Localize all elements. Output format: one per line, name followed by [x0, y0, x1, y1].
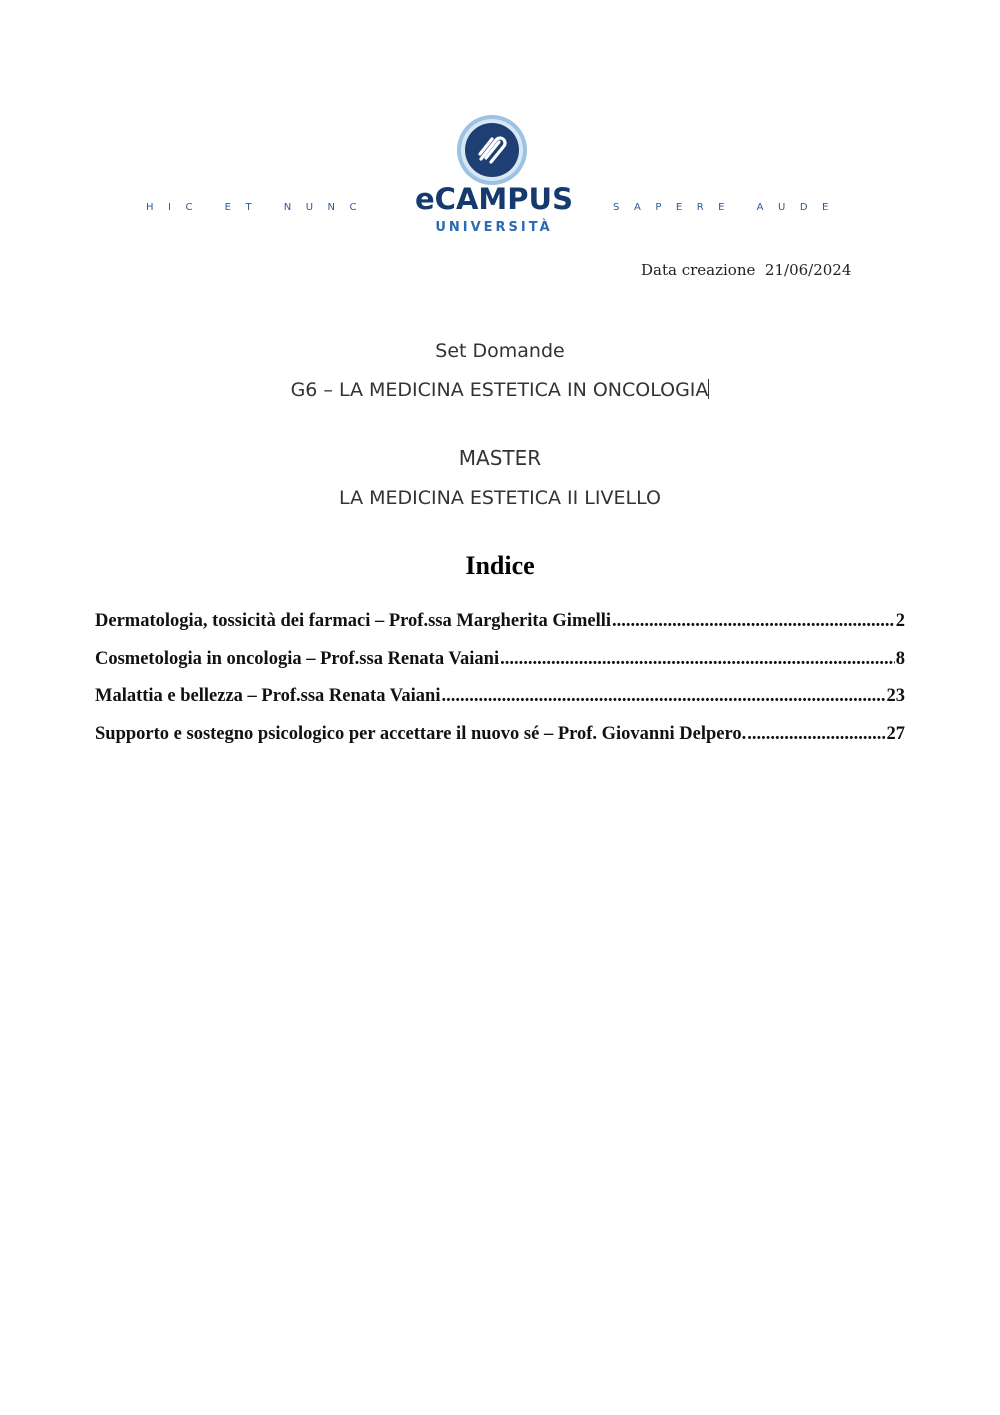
toc-entry[interactable] [95, 649, 905, 687]
ecampus-emblem-icon [456, 114, 528, 186]
course-title: G6 – LA MEDICINA ESTETICA IN ONCOLOGIA [290, 379, 709, 401]
toc-entry[interactable] [95, 611, 905, 649]
creation-date-value: 21/06/2024 [764, 261, 852, 279]
program-name: LA MEDICINA ESTETICA II LIVELLO [339, 487, 661, 509]
toc-entry-title: Dermatologia, tossicità dei farmaci – Prof.ssa Margherita Gimelli [95, 611, 611, 631]
toc-entry-page: 27 [886, 723, 905, 744]
toc-entry-title: Cosmetologia in oncologia – Prof.ssa Renata Vaiani [95, 648, 500, 669]
toc-leader-dots [612, 611, 895, 632]
header [0, 110, 1000, 250]
toc-leader-dots [500, 649, 895, 670]
motto-left: HIC ET NUNC [146, 202, 371, 213]
creation-date [641, 261, 851, 279]
toc-leader-dots [441, 686, 885, 707]
motto-right: SAPERE AUDE [613, 202, 843, 213]
toc-leader-dots [747, 724, 885, 745]
toc-entry-page: 2 [895, 611, 905, 631]
program-type: MASTER [458, 446, 542, 470]
set-label: Set Domande [435, 340, 565, 362]
course-title-line [0, 379, 1000, 401]
toc-entry-title: Malattia e bellezza – Prof.ssa Renata Vaiani [95, 686, 441, 706]
index-heading: Indice [465, 551, 535, 580]
toc-entry-page: 23 [886, 686, 905, 706]
toc-entry-title: Supporto e sostegno psicologico per accettare il nuovo sé – Prof. Giovanni Delpero. [95, 723, 747, 744]
toc-entry[interactable] [95, 724, 905, 762]
toc-entry-page: 8 [895, 648, 905, 669]
toc-entry[interactable] [95, 686, 905, 724]
logo-subtitle: UNIVERSITÀ [435, 220, 553, 235]
creation-date-label: Data creazione [641, 261, 756, 279]
logo-wordmark: eCAMPUS [415, 182, 573, 216]
table-of-contents [95, 611, 905, 761]
text-cursor [708, 379, 709, 399]
